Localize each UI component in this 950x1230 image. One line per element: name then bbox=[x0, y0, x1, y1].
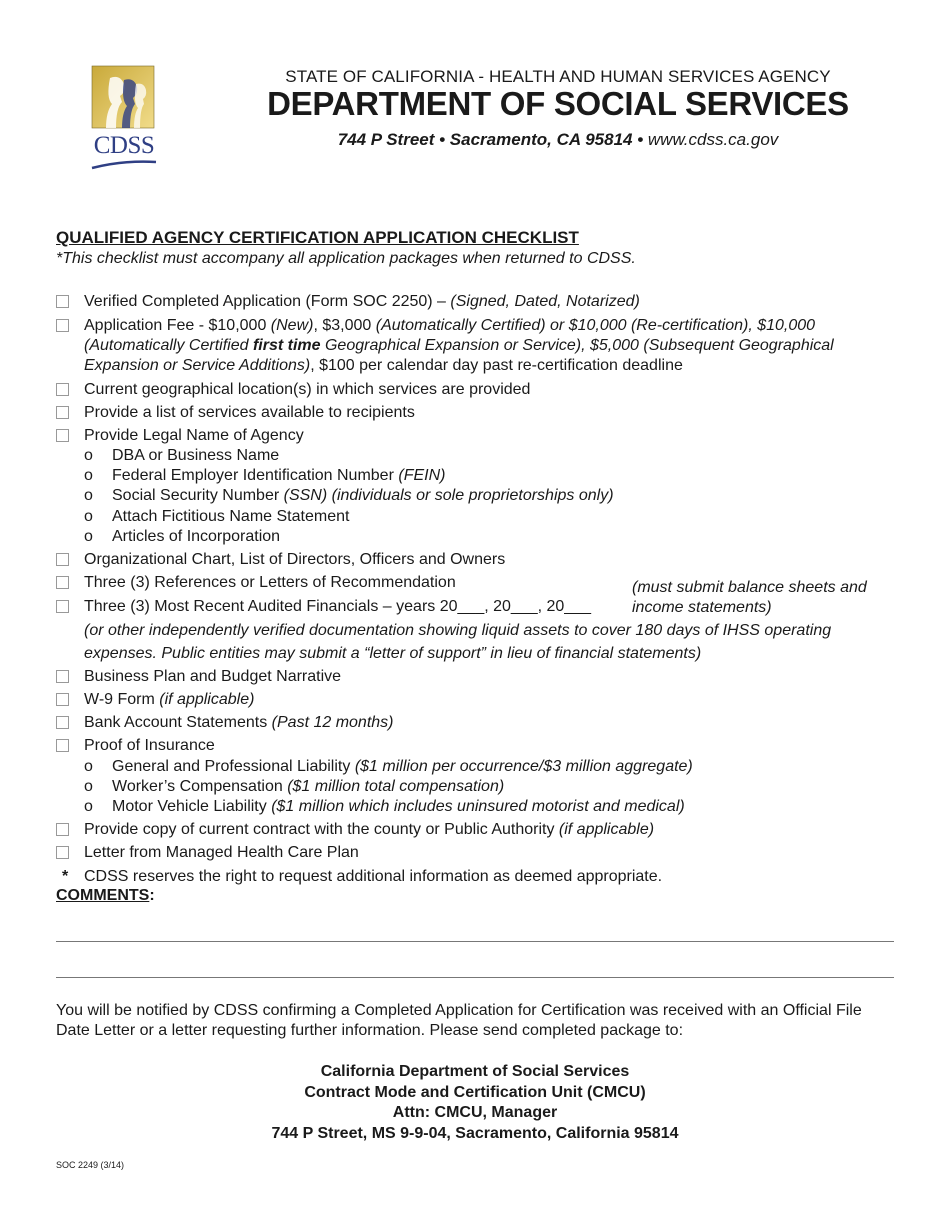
financials-side-note: income statements) bbox=[632, 599, 772, 616]
checkbox[interactable] bbox=[56, 429, 69, 442]
checkbox[interactable] bbox=[56, 295, 69, 308]
mail-line: Attn: CMCU, Manager bbox=[392, 1104, 558, 1121]
comment-line[interactable] bbox=[56, 941, 894, 942]
checkbox[interactable] bbox=[56, 693, 69, 706]
financials-side-note: (must submit balance sheets and bbox=[632, 579, 867, 596]
comment-line[interactable] bbox=[56, 977, 894, 978]
checkbox[interactable] bbox=[56, 383, 69, 396]
logo-text: CDSS bbox=[93, 132, 155, 159]
mail-line: 744 P Street, MS 9-9-04, Sacramento, California 95814 bbox=[271, 1124, 679, 1142]
checkbox[interactable] bbox=[56, 406, 69, 419]
department-address: 744 P Street • Sacramento, CA 95814 • www.cdss.ca.gov bbox=[337, 130, 779, 149]
form-subtitle: *This checklist must accompany all application packages when returned to CDSS. bbox=[56, 250, 636, 267]
form-title: QUALIFIED AGENCY CERTIFICATION APPLICATION CHECKLIST bbox=[56, 228, 579, 247]
checkbox[interactable] bbox=[56, 670, 69, 683]
checkbox[interactable] bbox=[56, 716, 69, 729]
checkbox[interactable] bbox=[56, 319, 69, 332]
notification-paragraph: You will be notified by CDSS confirming a Completed Application for Certification was received with an Official File Date Letter or a letter requesting further information. Please send completed package to: bbox=[56, 1002, 862, 1039]
agency-name: STATE OF CALIFORNIA - HEALTH AND HUMAN SERVICES AGENCY bbox=[285, 67, 831, 86]
checkbox[interactable] bbox=[56, 823, 69, 836]
checkbox[interactable] bbox=[56, 600, 69, 613]
checkbox[interactable] bbox=[56, 846, 69, 859]
mailing-address bbox=[56, 1062, 894, 1144]
financials-note: expenses. Public entities may submit a “letter of support” in lieu of financial statements) bbox=[84, 645, 702, 662]
checkbox[interactable] bbox=[56, 553, 69, 566]
department-name: DEPARTMENT OF SOCIAL SERVICES bbox=[267, 85, 849, 122]
checkbox[interactable] bbox=[56, 739, 69, 752]
mail-line: California Department of Social Services bbox=[320, 1063, 630, 1080]
cdss-logo bbox=[88, 64, 160, 172]
website-link[interactable]: www.cdss.ca.gov bbox=[647, 130, 779, 149]
form-code: SOC 2249 (3/14) bbox=[56, 1160, 125, 1170]
comments-label: COMMENTS: bbox=[56, 887, 155, 904]
mail-line: Contract Mode and Certification Unit (CMCU) bbox=[304, 1083, 646, 1101]
checkbox[interactable] bbox=[56, 576, 69, 589]
financials-note: (or other independently verified documentation showing liquid assets to cover 180 days of IHSS operating bbox=[84, 622, 832, 639]
asterisk: * bbox=[62, 868, 69, 885]
